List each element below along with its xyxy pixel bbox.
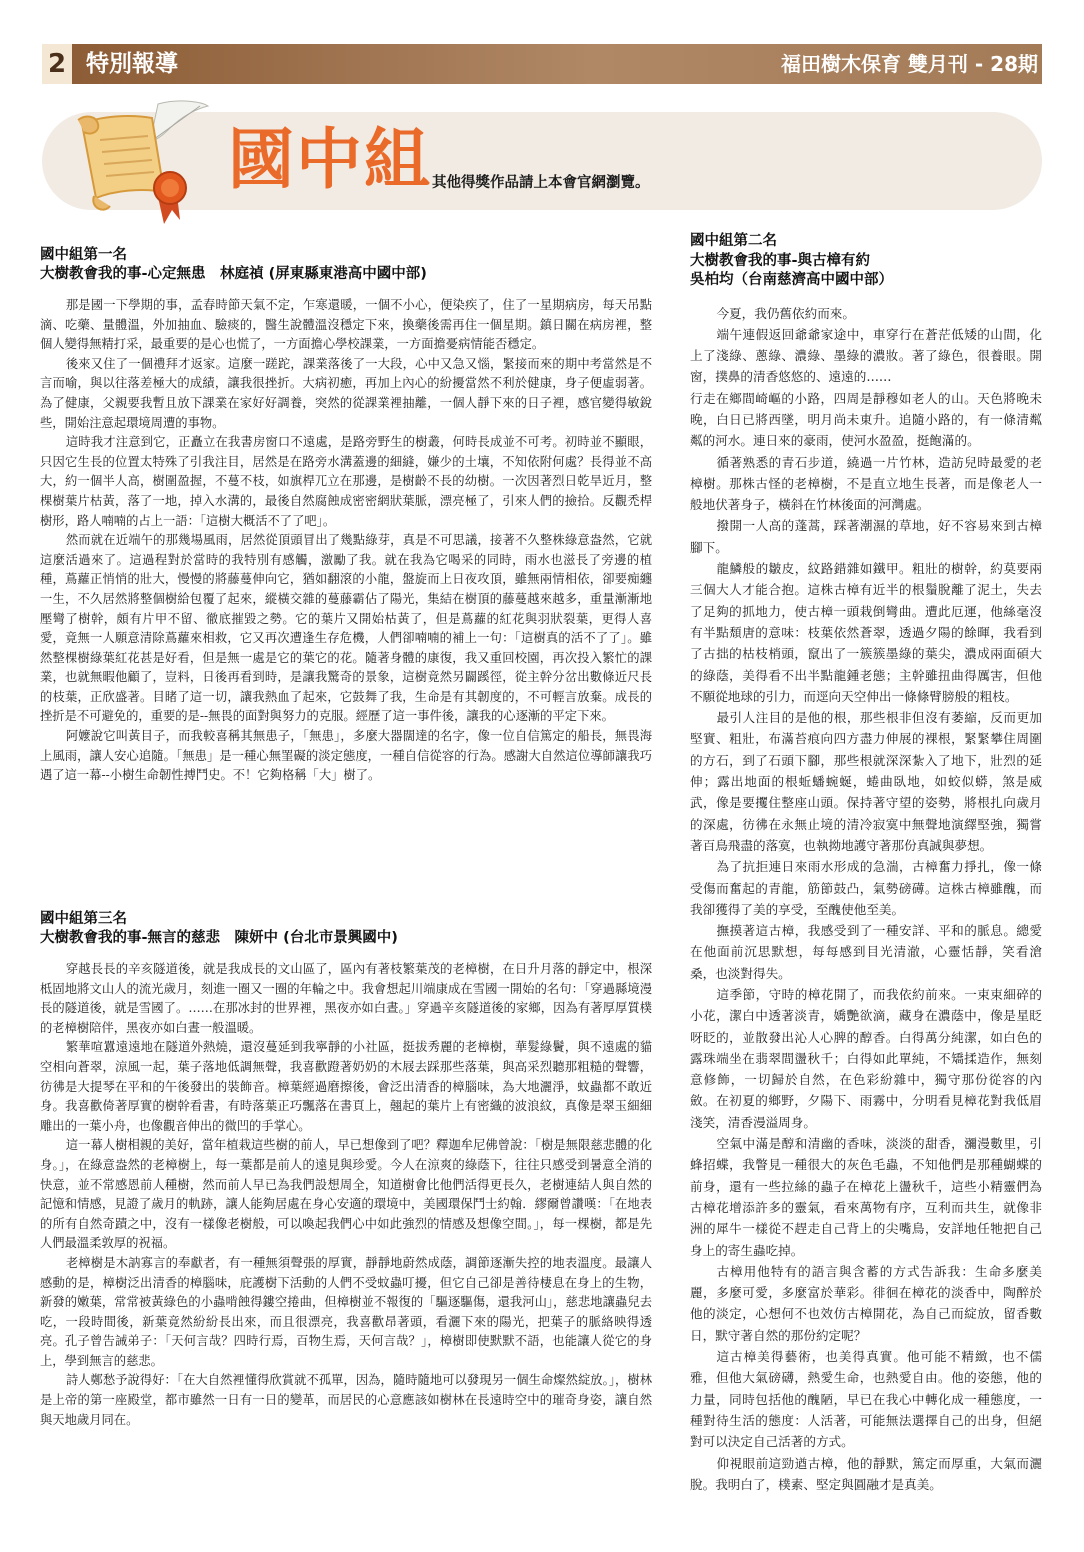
paragraph: 這時我才注意到它，正矗立在我書房窗口不遠處，是路旁野生的樹叢，何時長成並不可考。初時並不顯眼，只因它生長的位置太特殊了引我注目，居然是在路旁水溝蓋邊的細縫，嫌少的土壤，不知依附何處？長得並不高大，約一個半人高，樹圍盈握，不蔓不枝，如旗桿兀立在那邊，是樹齡不長的幼樹。一次因著烈日乾旱近月，整棵樹葉片枯黃，落了一地，掉入水溝的，最後自然腐蝕成密密網狀葉脈，漂亮極了，引來人們的撿拾。反觀禿桿樹形，路人喃喃的占上一語：「這樹大概活不了了吧」。 <box>40 435 652 528</box>
paragraph: 撥開一人高的蓬蒿，踩著潮濕的草地，好不容易來到古樟腳下。 <box>690 518 1042 555</box>
paragraph: 阿嬤說它叫黃目子，而我較喜稱其無患子，「無患」，多麼大器闊達的名字，像一位自信篤定的船長，無畏海上風雨，讓人安心追隨。「無患」是一種心無罣礙的淡定態度，一種自信從容的行為。感謝大自然這位導師讓我巧遇了這一幕--小樹生命韌性搏鬥史。不！它夠格稱「大」樹了。 <box>40 729 652 783</box>
paragraph: 行走在鄉間崎嶇的小路，四周是靜穆如老人的山。天色將晚未晚，白日已將西墜，明月尚未東升。追隨小路的，有一條清粼粼的河水。連日來的豪雨，使河水盈盈，挺飽滿的。 <box>690 390 1042 449</box>
paragraph: 端午連假返回爺爺家途中，車穿行在蒼茫低矮的山間，化上了淺綠、蔥綠、濃綠、墨綠的濃妝。著了綠色，很養眼。開窗，撲鼻的清香悠悠的、遠遠的…… <box>690 326 1042 385</box>
paragraph: 後來又住了一個禮拜才返家。這麼一蹉跎，課業落後了一大段，心中又急又惱，緊接而來的期中考當然是不言而喻，與以往落差極大的成績，讓我很挫折。大病初癒，再加上內心的紛擾當然不利於健康，身子便虛弱著。為了健康，父親要我暫且放下課業在家好好調養，突然的從課業裡抽離，一個人靜下來的日子裡，感官變得敏銳些，開始注意起環境周遭的事物。 <box>40 356 652 430</box>
paragraph: 詩人鄭愁予說得好：「在大自然裡懂得欣賞就不孤單，因為，隨時隨地可以發現另一個生命燦然綻放。」，樹林是上帝的第一座殿堂，都市雖然一日有一日的變革，而居民的心意應該如樹林在長遠時空中的璀奇身姿，讓自然與天地歲月同在。 <box>40 1373 652 1427</box>
paragraph: 穿越長長的辛亥隧道後，就是我成長的文山區了，區內有著枝繁葉茂的老樟樹，在日升月落的靜定中，根深柢固地將文山人的流光歲月，刻進一圈又一圈的年輪之中。我會想起川端康成在雪國一開始的名句：「穿過縣境漫長的隧道後，就是雪國了。……在那冰封的世界裡，黑夜亦如白晝。」穿過辛亥隧道後的家鄉，因為有著厚厚質樸的老樟樹陪伴，黑夜亦如白晝一般溫暖。 <box>40 962 652 1035</box>
paragraph: 循著熟悉的青石步道，繞過一片竹林，造訪兒時最愛的老樟樹。那株古怪的老樟樹，不是直立地生長著，而是像老人一般地伏著身子，橫斜在竹林後面的河灣處。 <box>690 454 1042 513</box>
paragraph: 古樟用他特有的語言與含蓄的方式告訴我：生命多麼美麗，多麼可愛，多麼富於華彩。徘徊在樟花的淡香中，陶醉於他的淡定，心想何不也效仿古樟開花，為自己而綻放，留香數日，默守著自然的那份約定呢？ <box>690 1263 1042 1343</box>
paragraph: 龍鱗般的皺皮，紋路錯雜如鐵甲。粗壯的樹幹，約莫要兩三個大人才能合抱。這株古樟有近半的根鬚脫離了泥土，失去了足夠的抓地力，使古樟一頭栽倒彎曲。遭此厄運，他絲毫沒有半點頹唐的意味：枝葉依然蒼翠，透過夕陽的餘暉，我看到了古拙的枯枝梢頭，竄出了一簇簇墨綠的葉尖，濃成兩面碩大的綠蔭，美得看不出半點龍鍾老態；主幹雖扭曲得厲害，但他不願從地球的引力，而逕向天空伸出一條條臂膀般的粗枝。 <box>690 561 1042 704</box>
paragraph: 繁華喧囂遠遠地在隧道外熱燒，還沒蔓延到我寧靜的小社區，挺拔秀麗的老樟樹，華髮綠鬢，與不遠處的貓空相向蒼翠，涼風一起，葉子落地低調無聲，我喜歡蹬著奶奶的木屐去踩那些落葉，與高采烈聽那粗糙的聲響，彷彿是大提琴在平和的午後發出的裝飾音。樟葉經過磨擦後，會泛出清香的樟腦味，為大地灑淨，蚊蟲都不敢近身。我喜歡倚著厚實的樹幹看書，有時落葉正巧飄落在書頁上，翹起的葉片上有密織的波浪紋，真像是翠玉細細雕出的一葉小舟，也像觀音伸出的微凹的手掌心。 <box>40 1040 652 1133</box>
paragraph: 今夏，我仍舊依約而來。 <box>716 305 855 321</box>
article-body <box>690 303 1042 1496</box>
section-title: 特別報導 <box>86 51 178 77</box>
article-body <box>40 296 652 786</box>
paragraph: 那是國一下學期的事，孟春時節天氣不定，乍寒還暖，一個不小心，便染疾了，住了一星期病房，每天吊點滴、吃藥、量體溫，外加抽血、驗痰的，醫生說體溫沒穩定下來，換藥後需再住一個星期。鎮日關在病房裡，整個人變得無精打采，最重要的是心也慌了，一方面擔心學校課業，一方面擔憂病情能否穩定。 <box>40 298 652 352</box>
article-body <box>40 960 652 1430</box>
page-number: 2 <box>42 44 72 84</box>
article-title: 大樹教會我的事-無言的慈悲 陳妍中 (台北市景興國中) <box>40 930 398 946</box>
article-rank: 國中組第二名 <box>690 233 777 249</box>
paragraph: 撫摸著這古樟，我感受到了一種安詳、平和的脈息。總愛在他面前沉思默想，每每感到目光清澈，心靈恬靜，笑看滄桑，也淡對得失。 <box>690 923 1042 981</box>
article-third-place <box>40 910 652 1430</box>
paragraph: 老樟樹是木訥寡言的奉獻者，有一種無須聲張的厚實，靜靜地蔚然成蔭，調節逐漸失控的地表溫度。最讓人感動的是，樟樹泛出清香的樟腦味，庇護樹下活動的人們不受蚊蟲叮擾，但它自己卻是善待棲息在身上的生物，新發的嫩葉，常常被黃綠色的小蟲啃蝕得鏤空捲曲，但樟樹並不報復的「驅逐驅傷，還我河山」，慈悲地讓蟲兒去吃，一段時間後，新葉竟然紛紛長出來，而且很漂亮，我喜歡昂著頭，看灑下來的陽光，把葉子的脈絡映得透亮。孔子曾告誡弟子：「天何言哉？四時行焉，百物生焉，天何言哉？」，樟樹即使默默不語，也能讓人從它的身上，學到無言的慈悲。 <box>40 1255 652 1368</box>
article-second-place <box>690 232 1042 1495</box>
paragraph: 這古樟美得藝術，也美得真實。他可能不精緻，也不儒雅，但他大氣磅礴，熱愛生命，也熱愛自由。他的姿態，他的力量，同時包括他的醜陋，早已在我心中轉化成一種態度，一種對待生活的態度：人活著，可能無法選擇自己的出身，但絕對可以決定自己活著的方式。 <box>690 1349 1042 1450</box>
paragraph: 這季節，守時的樟花開了，而我依約前來。一束束細碎的小花，潔白中透著淡青，嬌艷欲滴，藏身在濃蔭中，像是星眨呀眨的，並散發出沁人心脾的醇香。白得萬分純潔，如白色的露珠端坐在翡翠間盪秋千；白得如此單純，不矯揉造作，無刻意修飾，一切歸於自然，在色彩紛雜中，獨守那份從容的內斂。在初夏的鄉野，夕陽下、雨霧中，分明看見樟花對我低眉淺笑，清香漫溢周身。 <box>690 987 1042 1130</box>
scroll-quill-icon <box>60 96 210 228</box>
paragraph: 然而就在近端午的那幾場風雨，居然從頂頭冒出了幾點綠芽，真是不可思議，接著不久整株綠意盎然，它就這麼活過來了。這過程對於當時的我特別有感觸，激勵了我。就在我為它喝采的同時，雨水也滋長了旁邊的植種，蔦蘿正悄悄的壯大，慢慢的將藤蔓伸向它，猶如翻滾的小龍，盤旋而上日夜攻頂，雖無兩情相依，卻要痴纏一生，不久居然將整個樹給包覆了起來，縱橫交雜的蔓藤霸佔了陽光，集結在樹頂的藤蔓越來越多，重量漸漸地壓彎了樹幹，頗有片甲不留、徹底摧毀之勢。它的葉片又開始枯黃了，但是蔦蘿的紅花與羽狀裂葉，更得人喜愛，竟無一人願意清除蔦蘿來相救，它又再次遭逢生存危機，人們卻喃喃的補上一句：「這樹真的活不了了」。雖然整棵樹綠葉紅花甚是好看，但是無一處是它的葉它的花。隨著身體的康復，我又重回校園，再次投入繁忙的課業，也就無暇他顧了，豈料，日後再看到時，是讓我驚奇的景象，這樹竟然另闢蹊徑，從主幹分岔出數條近尺長的枝葉，正欣盛著。目睹了這一切，讓我熱血了起來，它鼓舞了我，生命是有其韌度的，不可輕言放棄。成長的挫折是不可避免的，重要的是--無畏的面對與努力的克服。經歷了這一事件後，讓我的心逐漸的平定下來。 <box>40 533 652 724</box>
article-title: 大樹教會我的事-與古樟有約 <box>690 252 871 269</box>
banner-note: 其他得獎作品請上本會官網瀏覽。 <box>432 175 650 191</box>
article-rank: 國中組第三名 <box>40 911 127 927</box>
paragraph: 仰視眼前這勁遒古樟，他的靜默，篤定而厚重，大氣而灑脫。我明白了，樸素、堅定與圓融才是真美。 <box>690 1455 1042 1492</box>
paragraph: 最引人注目的是他的根，那些根非但沒有萎縮，反而更加堅實、粗壯，布滿苔痕向四方盡力伸展的裸根，緊緊攀住周圍的方石，到了石頭下腳，那些根就深深紮入了地下，壯烈的延伸；露出地面的根蚯蟠蜿蜒，蜷曲臥地，如蛟似蟒，煞是威武，像是要攫住整座山頭。保持著守望的姿勢，將根扎向歲月的深處，彷彿在永無止境的清冷寂寞中無聲地演繹堅強，獨嘗著百鳥飛盡的落寞，也執拗地護守著那份真誠與夢想。 <box>690 710 1042 853</box>
paragraph: 為了抗拒連日來雨水形成的急湍，古樟奮力掙扎，像一條受傷而奮起的青龍，筋節鼓凸，氣勢磅礡。這株古樟雖醜，而我卻獲得了美的享受，至醜使他至美。 <box>690 859 1042 917</box>
banner-title: 國中組 <box>228 121 432 198</box>
article-title: 大樹教會我的事-心定無患 林庭禎 (屏東縣東港高中國中部) <box>40 266 427 282</box>
paragraph: 這一幕人樹相親的美好，當年植栽這些樹的前人，早已想像到了吧？釋迦牟尼佛曾說：「樹是無限慈悲體的化身。」，在綠意盎然的老樟樹上，每一葉都是前人的遠見與珍愛。今人在涼爽的綠蔭下，往往只感受到暑意全消的快意，並不常感恩前人種樹，然而前人早已為我們設想周全，知道樹會比他們活得更長久，老樹連結人與自然的記憶和情感，見證了歲月的軌跡，讓人能夠居處在身心安適的環境中，美國環保鬥士約翰．繆爾曾讚嘆：「在地表的所有自然奇蹟之中，沒有一樣像老樹般，可以喚起我們心中如此強烈的情感及想像空間。」，每一棵樹，都是先人們最溫柔敦厚的祝福。 <box>40 1138 652 1251</box>
publication-info: 福田樹木保育 雙月刊 - 28期 <box>780 52 1038 76</box>
article-rank: 國中組第一名 <box>40 247 127 263</box>
article-first-place <box>40 246 652 786</box>
paragraph: 空氣中滿是醇和清幽的香味，淡淡的甜香，瀰漫數里，引蜂招蝶，我瞥見一種很大的灰色毛蟲，不知他們是那種蝴蝶的前身，還有一些拉絲的蟲子在樟花上盪秋千，這些小精靈們為古樟花增添許多的靈氣，看來萬物有序，互利而共生，就像非洲的犀牛一樣從不趕走自己背上的尖嘴鳥，安詳地任牠把自己身上的寄生蟲吃掉。 <box>690 1136 1042 1258</box>
article-author: 吳柏均（台南慈濟高中國中部） <box>690 272 893 288</box>
